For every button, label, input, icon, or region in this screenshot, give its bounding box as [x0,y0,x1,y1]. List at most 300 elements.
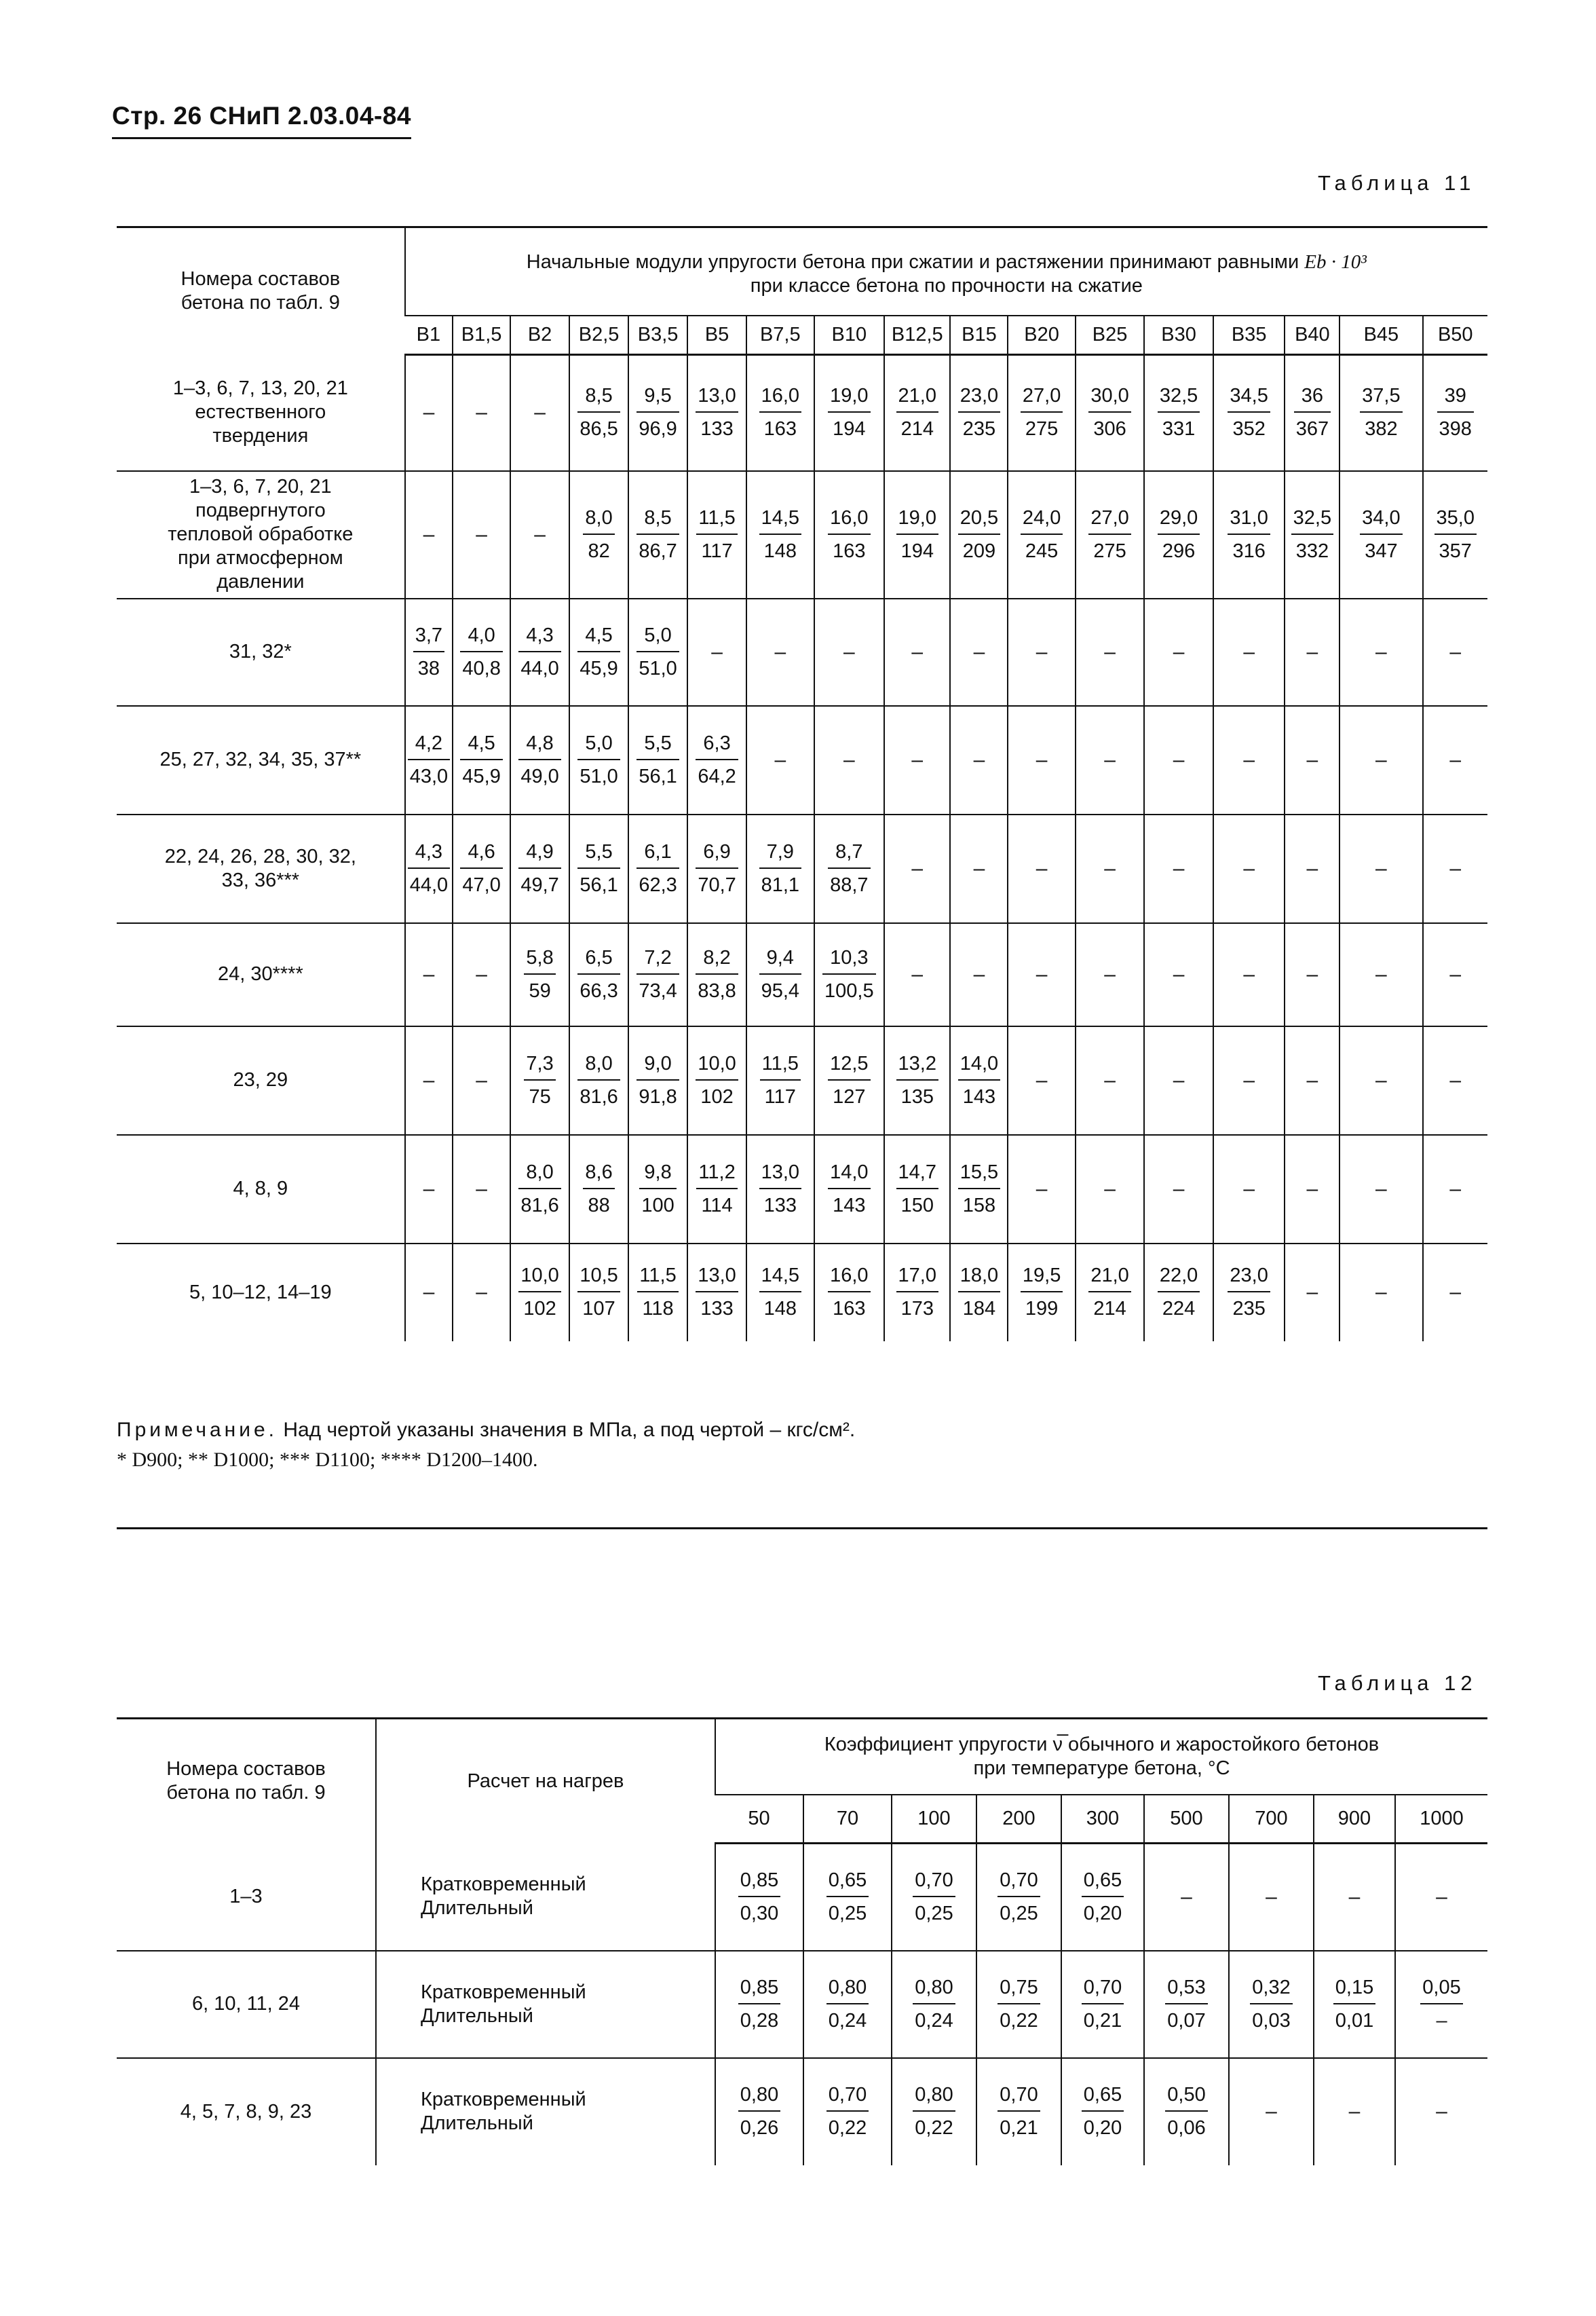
value-kgf: 194 [833,418,866,441]
value-cell [1314,2058,1395,2165]
value-cell [1285,1026,1340,1135]
value-mpa: 13,0 [696,1265,738,1292]
empty-dash: – [1243,1068,1255,1091]
empty-dash: – [1306,1177,1318,1200]
value-mpa: 0,70 [826,2084,869,2112]
value-fraction [896,385,938,441]
table11-header-symbol: Eb · 10³ [1304,250,1367,273]
value-kgf: 135 [900,1085,934,1108]
value-fraction [577,732,620,788]
value-mpa: 0,50 [1165,2084,1207,2112]
row-label: 22, 24, 26, 28, 30, 32, 33, 36*** [117,815,405,923]
value-cell [884,923,950,1026]
value-fraction [1250,1977,1292,2032]
value-kgf: 56,1 [639,765,677,787]
empty-dash: – [1243,963,1255,986]
value-cell [884,706,950,815]
value-cell [1076,706,1145,815]
value-cell [814,815,885,923]
value-cell [405,1026,453,1135]
temperature-header: 200 [976,1795,1061,1844]
empty-dash: – [1173,1177,1185,1200]
value-fraction [1420,1977,1462,2032]
value-fraction [696,947,738,1003]
value-kgf: 224 [1162,1298,1196,1320]
value-cell [1076,1026,1145,1135]
value-kgf: 44,0 [409,874,449,896]
value-kgf: 81,6 [520,1194,559,1216]
value-mpa: 13,2 [896,1053,938,1081]
empty-dash: – [911,748,924,771]
value-cell [510,1026,569,1135]
value-mpa: 4,5 [577,624,620,652]
value-mpa: 8,0 [518,1161,560,1189]
value-cell [453,815,510,923]
value-kgf: 163 [833,540,866,562]
value-mpa: 4,8 [518,732,560,760]
value-kgf: 398 [1439,418,1472,441]
value-cell [1076,355,1145,471]
value-mpa: 6,5 [577,947,620,975]
value-mpa: 3,7 [413,624,444,652]
value-mpa: 16,0 [828,1265,870,1292]
value-cell [405,355,453,471]
value-kgf: 88,7 [830,874,869,896]
value-cell [1061,2058,1144,2165]
value-fraction [1228,1265,1270,1320]
value-cell [1395,2058,1487,2165]
value-fraction [1228,385,1270,441]
value-mpa: 19,0 [896,507,938,535]
value-cell [687,706,746,815]
value-fraction [460,624,502,680]
value-cell [1144,599,1213,706]
value-cell [1314,1951,1395,2058]
value-fraction [998,1977,1040,2032]
value-mpa: 9,0 [636,1053,679,1081]
value-mpa: 18,0 [958,1265,1000,1292]
value-mpa: 0,32 [1250,1977,1292,2004]
value-kgf: 49,7 [520,874,559,896]
value-cell [628,923,687,1026]
row-label: 4, 8, 9 [117,1135,405,1244]
value-mpa: 4,3 [408,841,450,869]
value-cell [1285,1135,1340,1244]
value-mpa: 7,2 [636,947,679,975]
value-cell [950,923,1008,1026]
value-mpa: 10,0 [696,1053,738,1081]
heating-mode-label: Длительный [421,2004,533,2027]
value-fraction [826,2084,869,2140]
value-fraction [696,732,738,788]
value-fraction [524,1053,555,1108]
value-mpa: 8,0 [583,507,614,535]
value-cell [1423,471,1488,599]
concrete-class-header: В25 [1076,316,1145,355]
value-cell [803,1844,892,1951]
value-fraction [636,1053,679,1108]
table-row [117,471,1487,599]
value-cell [715,1951,803,2058]
value-kgf: 43,0 [409,765,449,787]
value-mpa: 0,80 [738,2084,780,2112]
value-cell [803,2058,892,2165]
value-mpa: 5,0 [577,732,620,760]
value-mpa: 23,0 [1228,1265,1270,1292]
temperature-header: 70 [803,1795,892,1844]
value-mpa: 4,5 [460,732,502,760]
value-fraction [583,507,614,563]
value-mpa: 4,9 [518,841,560,869]
row-label: 1–3, 6, 7, 13, 20, 21 естественного твердения [172,377,348,447]
value-kgf: 0,24 [915,2009,953,2032]
value-cell [1008,923,1075,1026]
value-fraction [518,841,560,897]
empty-dash: – [1036,748,1048,771]
value-mpa: 14,5 [759,1265,801,1292]
value-mpa: 0,80 [913,2084,955,2112]
empty-dash: – [1436,2100,1447,2123]
value-kgf: 0,22 [828,2117,867,2139]
value-kgf: 214 [900,418,934,441]
value-cell [405,1135,453,1244]
value-cell [453,1135,510,1244]
table11-header-line2: при классе бетона по прочности на сжатие [750,274,1143,297]
value-cell [1285,1244,1340,1341]
value-kgf: 347 [1365,540,1398,562]
empty-dash: – [1266,1885,1277,1908]
value-mpa: 0,85 [738,1869,780,1897]
empty-dash: – [1306,963,1318,986]
value-cell [1423,1026,1488,1135]
page-header: Стр. 26 СНиП 2.03.04-84 [112,102,411,139]
value-kgf: 0,24 [828,2009,867,2032]
value-mpa: 0,53 [1165,1977,1207,2004]
table12-col0-header: Номера составов бетона по табл. 9 [117,1719,376,1844]
value-cell [1144,2058,1229,2165]
value-mpa: 10,3 [822,947,876,975]
value-mpa: 5,5 [636,732,679,760]
empty-dash: – [1449,640,1462,663]
empty-dash: – [973,963,985,986]
value-cell [1144,706,1213,815]
value-cell [405,599,453,706]
value-mpa: 19,0 [828,385,870,413]
value-fraction [577,841,620,897]
concrete-class-header: В2,5 [569,316,628,355]
value-kgf: 86,7 [639,540,677,562]
note-text: Над чертой указаны значения в МПа, а под чертой – кгс/см². [283,1419,856,1441]
value-kgf: 66,3 [580,979,618,1002]
value-kgf: 102 [700,1085,734,1108]
value-mpa: 0,70 [913,1869,955,1897]
empty-dash: – [843,640,855,663]
value-cell [950,1244,1008,1341]
empty-dash: – [476,963,487,986]
table12 [117,1717,1487,2165]
value-fraction [460,732,502,788]
value-kgf: 163 [833,1298,866,1320]
value-cell [1144,1244,1213,1341]
value-cell [1144,1026,1213,1135]
value-cell [1314,1844,1395,1951]
value-mpa: 37,5 [1360,385,1402,413]
value-fraction [826,1977,869,2032]
empty-dash: – [1266,2100,1277,2123]
table-row [117,1844,1487,1951]
value-kgf: 0,25 [915,1902,953,1924]
value-fraction [1360,507,1402,563]
heating-mode-label: Длительный [421,1897,533,1919]
value-cell [405,706,453,815]
value-mpa: 7,9 [759,841,801,869]
table-row [117,355,1487,471]
empty-dash: – [1306,640,1318,663]
value-kgf: 38 [417,657,440,679]
value-cell [746,1135,814,1244]
empty-dash: – [973,857,985,880]
value-cell [510,706,569,815]
value-cell [628,1135,687,1244]
value-kgf: 47,0 [462,874,501,896]
table-row [117,815,1487,923]
value-cell [746,815,814,923]
empty-dash: – [1104,857,1116,880]
value-kgf: 51,0 [639,657,677,679]
value-mpa: 21,0 [896,385,938,413]
value-fraction [738,1977,780,2032]
row-label: 5, 10–12, 14–19 [117,1244,405,1341]
value-cell [976,1951,1061,2058]
concrete-class-header: В7,5 [746,316,814,355]
value-kgf: 306 [1093,418,1126,441]
value-mpa: 9,4 [759,947,801,975]
value-mpa: 6,3 [696,732,738,760]
value-fraction [998,1869,1040,1925]
empty-dash: – [1375,1068,1387,1091]
table11-main-header [405,227,1487,316]
table11 [117,226,1487,1341]
value-mpa: 14,0 [958,1053,1000,1081]
value-kgf: 64,2 [698,765,736,787]
temperature-header: 300 [1061,1795,1144,1844]
concrete-class-header: В40 [1285,316,1340,355]
value-cell [687,599,746,706]
value-kgf: 114 [701,1194,733,1216]
empty-dash: – [1036,963,1048,986]
value-kgf: 117 [764,1085,796,1108]
value-mpa: 10,5 [577,1265,620,1292]
value-fraction [636,732,679,788]
value-mpa: 39 [1437,385,1474,413]
empty-dash: – [1173,963,1185,986]
value-cell [884,1135,950,1244]
concrete-class-header: В35 [1213,316,1285,355]
empty-dash: – [1104,1177,1116,1200]
value-fraction [1360,385,1402,441]
value-cell [510,1135,569,1244]
value-cell [892,1951,976,2058]
value-mpa: 0,05 [1420,1977,1462,2004]
value-cell [1213,355,1285,471]
value-fraction [1158,385,1200,441]
heating-mode-label: Длительный [421,2112,533,2134]
value-kgf: 0,01 [1335,2009,1374,2032]
heating-mode-label: Кратковременный [421,1873,586,1895]
value-mpa: 8,7 [828,841,870,869]
table12-header-line1: Коэффициент упругости ν̅ обычного и жаростойкого бетонов [824,1733,1380,1755]
value-mpa: 32,5 [1158,385,1200,413]
value-mpa: 34,5 [1228,385,1270,413]
value-kgf: 81,6 [580,1085,618,1108]
value-kgf: 150 [900,1194,934,1216]
table-row [117,599,1487,706]
value-kgf: 331 [1162,418,1196,441]
value-fraction [1021,507,1063,563]
value-kgf: 62,3 [639,874,677,896]
value-cell [1144,923,1213,1026]
value-cell [510,815,569,923]
value-kgf: 56,1 [580,874,618,896]
value-cell [1076,923,1145,1026]
value-mpa: 8,6 [583,1161,614,1189]
empty-dash: – [1104,748,1116,771]
value-cell [1285,355,1340,471]
value-kgf: 296 [1162,540,1196,562]
value-fraction [1088,1265,1130,1320]
value-mpa: 8,2 [696,947,738,975]
value-fraction [518,1161,560,1217]
value-cell [1285,923,1340,1026]
value-mpa: 30,0 [1088,385,1130,413]
value-fraction [460,841,502,897]
empty-dash: – [423,1281,435,1303]
value-cell [405,923,453,1026]
value-fraction [759,1161,801,1217]
value-kgf: 235 [1232,1298,1266,1320]
value-fraction [636,947,679,1003]
value-kgf: 194 [900,540,934,562]
value-kgf: 0,28 [740,2009,779,2032]
empty-dash: – [1173,748,1185,771]
value-fraction [1158,1265,1200,1320]
value-mpa: 0,70 [998,2084,1040,2112]
value-cell [1213,1135,1285,1244]
value-kgf: 0,30 [740,1902,779,1924]
empty-dash: – [1306,857,1318,880]
concrete-class-header: В15 [950,316,1008,355]
value-kgf: 88 [588,1194,610,1216]
value-cell [453,599,510,706]
value-cell [569,923,628,1026]
value-mpa: 8,5 [636,507,679,535]
value-mpa: 0,65 [1082,1869,1124,1897]
value-kgf: 235 [962,418,996,441]
table12-main-header [715,1719,1487,1795]
empty-dash: – [1243,640,1255,663]
empty-dash: – [1306,1281,1318,1303]
value-kgf: 70,7 [698,874,736,896]
value-mpa: 7,3 [524,1053,555,1081]
value-cell [1213,706,1285,815]
value-kgf: 275 [1025,418,1059,441]
table-row [117,2058,1487,2165]
value-cell [715,1844,803,1951]
value-fraction [1333,1977,1375,2032]
value-kgf: 118 [642,1298,674,1320]
value-mpa: 8,0 [577,1053,620,1081]
value-cell [892,1844,976,1951]
value-kgf: 51,0 [580,765,618,787]
value-cell [1285,706,1340,815]
value-fraction [738,1869,780,1925]
value-fraction [518,1265,560,1320]
temperature-header: 700 [1229,1795,1314,1844]
value-mpa: 0,80 [826,1977,869,2004]
value-cell [1144,355,1213,471]
empty-dash: – [973,640,985,663]
value-cell [510,355,569,471]
value-mpa: 0,15 [1333,1977,1375,2004]
table-row [117,706,1487,815]
value-mpa: 0,80 [913,1977,955,2004]
empty-dash: – [423,963,435,986]
value-mpa: 21,0 [1088,1265,1130,1292]
empty-dash: – [1306,1068,1318,1091]
value-fraction [1021,1265,1063,1320]
value-cell [814,471,885,599]
value-fraction [637,1265,678,1320]
value-cell [687,1135,746,1244]
value-cell [1144,1844,1229,1951]
value-mpa: 10,0 [518,1265,560,1292]
value-kgf: 100 [641,1194,674,1216]
value-cell [1340,706,1422,815]
value-cell [1213,1026,1285,1135]
value-cell [510,1244,569,1341]
value-kgf: 49,0 [520,765,559,787]
value-mpa: 4,2 [408,732,450,760]
empty-dash: – [1036,857,1048,880]
value-kgf: 148 [763,1298,797,1320]
value-fraction [896,1265,938,1320]
value-cell [453,1026,510,1135]
value-kgf: 133 [700,418,734,441]
value-cell [1144,1135,1213,1244]
value-mpa: 6,9 [696,841,738,869]
value-fraction [828,1053,870,1108]
value-cell [628,706,687,815]
value-cell [1423,706,1488,815]
value-cell [1061,1844,1144,1951]
empty-dash: – [423,1068,435,1091]
value-cell [746,706,814,815]
note-prefix: Примечание. [117,1419,278,1441]
value-cell [628,471,687,599]
value-mpa: 16,0 [828,507,870,535]
value-cell [1008,815,1075,923]
table-row [117,1244,1487,1341]
value-kgf: 316 [1232,540,1266,562]
table12-col1-header: Расчет на нагрев [376,1719,715,1844]
empty-dash: – [1243,857,1255,880]
empty-dash: – [534,523,546,546]
value-fraction [1021,385,1063,441]
value-fraction [636,624,679,680]
value-fraction [636,507,679,563]
value-cell [628,355,687,471]
empty-dash: – [476,523,487,546]
